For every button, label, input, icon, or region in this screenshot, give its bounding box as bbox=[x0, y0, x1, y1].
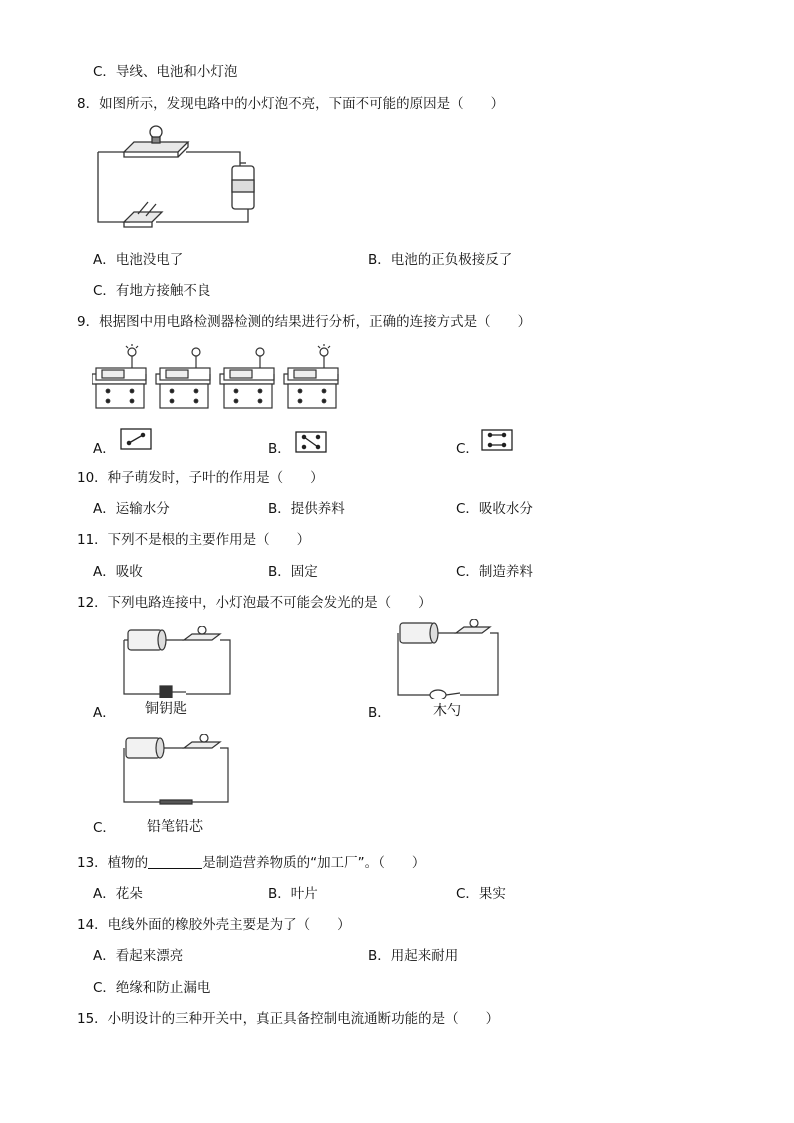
q10-option-b: B．提供养料 bbox=[268, 501, 345, 517]
q14-option-a: A．看起来漂亮 bbox=[93, 948, 184, 964]
q13-option-a: A．花朵 bbox=[93, 886, 143, 902]
q12-option-b: B． bbox=[368, 705, 391, 721]
q12-circuit-b bbox=[394, 619, 502, 699]
q12-circuit-c bbox=[120, 734, 232, 806]
q9-option-b-box bbox=[295, 431, 327, 453]
q9-option-c-box bbox=[481, 429, 513, 451]
q9-stem: 9．根据图中用电路检测器检测的结果进行分析，正确的连接方式是（ ） bbox=[77, 314, 532, 330]
q13-stem bbox=[77, 854, 425, 872]
q13-blank bbox=[148, 854, 202, 869]
q14-option-b: B．用起来耐用 bbox=[368, 948, 459, 964]
q10-option-c: C．吸收水分 bbox=[456, 501, 533, 517]
q8-circuit-figure bbox=[90, 124, 270, 230]
q12-caption-b: 木勺 bbox=[433, 703, 461, 719]
q9-option-a-box bbox=[120, 428, 152, 450]
q14-option-c: C．绝缘和防止漏电 bbox=[93, 980, 211, 996]
q8-option-c: C．有地方接触不良 bbox=[93, 283, 211, 299]
q11-option-b: B．固定 bbox=[268, 564, 318, 580]
q8-option-b: B．电池的正负极接反了 bbox=[368, 252, 513, 268]
q10-option-a: A．运输水分 bbox=[93, 501, 170, 517]
q11-option-a: A．吸收 bbox=[93, 564, 143, 580]
q13-option-c: C．果实 bbox=[456, 886, 506, 902]
q13-stem-before: 13．植物的 bbox=[77, 855, 149, 871]
q9-option-b: B． bbox=[268, 441, 291, 457]
q12-option-c: C． bbox=[93, 820, 116, 836]
q13-option-b: B．叶片 bbox=[268, 886, 318, 902]
q13-stem-after: 是制造营养物质的“加工厂”。（ ） bbox=[202, 855, 426, 871]
q11-option-c: C．制造养料 bbox=[456, 564, 533, 580]
q9-option-c: C． bbox=[456, 441, 479, 457]
q15-stem: 15．小明设计的三种开关中，真正具备控制电流通断功能的是（ ） bbox=[77, 1011, 500, 1027]
q11-stem: 11．下列不是根的主要作用是（ ） bbox=[77, 532, 311, 548]
q12-option-a: A． bbox=[93, 705, 116, 721]
q12-circuit-a bbox=[120, 626, 234, 698]
q12-stem: 12．下列电路连接中，小灯泡最不可能会发光的是（ ） bbox=[77, 595, 432, 611]
q14-stem: 14．电线外面的橡胶外壳主要是为了（ ） bbox=[77, 917, 351, 933]
q9-tester-figure bbox=[92, 344, 342, 412]
q12-caption-a: 铜钥匙 bbox=[145, 701, 187, 717]
q7-option-c: C．导线、电池和小灯泡 bbox=[93, 64, 238, 80]
q8-option-a: A．电池没电了 bbox=[93, 252, 184, 268]
q10-stem: 10．种子萌发时，子叶的作用是（ ） bbox=[77, 470, 324, 486]
q12-caption-c: 铅笔铅芯 bbox=[147, 819, 203, 835]
q8-stem: 8．如图所示，发现电路中的小灯泡不亮，下面不可能的原因是（ ） bbox=[77, 96, 505, 112]
q9-option-a: A． bbox=[93, 441, 116, 457]
